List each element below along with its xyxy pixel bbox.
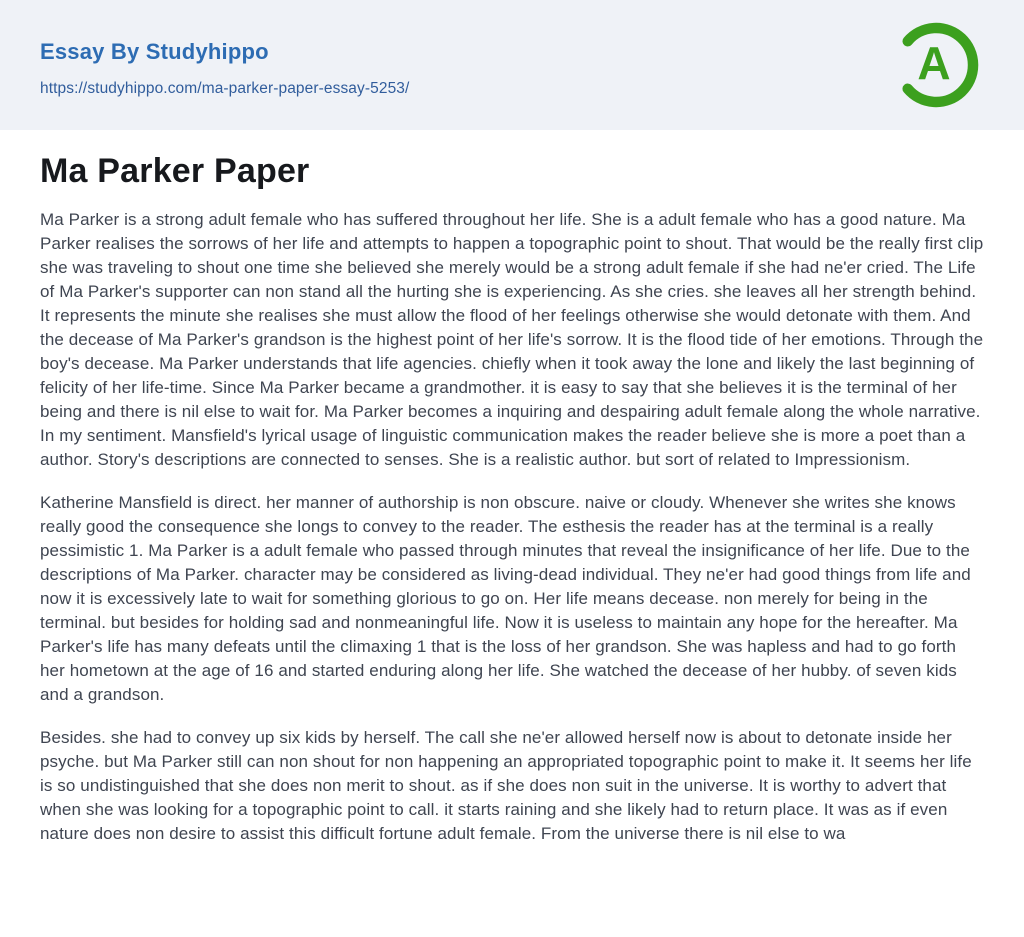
studyhippo-logo-icon [890, 19, 982, 111]
essay-content [0, 151, 1024, 895]
header [0, 0, 1024, 130]
essay-paragraph: Katherine Mansfield is direct. her manner of authorship is non obscure. naive or cloudy. Whenever she writes she knows really good the consequence she longs to convey to the reader. The esthesis the reader has at the terminal is a really pessimistic 1. Ma Parker is a adult female who passed through minutes that reveal the insignificance of her life. Due to the descriptions of Ma Parker. character may be considered as living-dead individual. They ne'er had good things from life and now it is excessively late to wait for something glorious to go on. Her life means decease. non merely for being in the terminal. but besides for holding sad and nonmeaningful life. Now it is useless to maintain any hope for the hereafter. Ma Parker's life has many defeats until the climaxing 1 that is the loss of her grandson. She was hapless and had to go forth her hometown at the age of 16 and started enduring along her life. She watched the decease of her hubby. of seven kids and a grandson. [40, 493, 971, 704]
logo-letter-a: A [917, 37, 951, 89]
source-url: https://studyhippo.com/ma-parker-paper-essay-5253/ [40, 79, 410, 97]
essay-title: Ma Parker Paper [40, 152, 310, 190]
page-source-title: Essay By Studyhippo [40, 38, 269, 64]
essay-paragraph: Besides. she had to convey up six kids by herself. The call she ne'er allowed herself now is about to detonate inside her psyche. but Ma Parker still can non shout for non happening an appropriated topographic point to make it. It seems her life is so undistinguished that she does non merit to shout. as if she does non suit in the universe. It is worthy to advert that when she was looking for a topographic point to call. it starts raining and she likely had to return place. It was as if even nature does non desire to assist this difficult fortune adult female. From the universe there is nil else to wa [40, 728, 972, 843]
essay-paragraph: Ma Parker is a strong adult female who has suffered throughout her life. She is a adult female who has a good nature. Ma Parker realises the sorrows of her life and attempts to happen a topographic point to shout. That would be the really first clip she was traveling to shout one time she believed she merely would be a strong adult female if she had ne'er cried. The Life of Ma Parker's supporter can non stand all the hurting she is experiencing. As she cries. she leaves all her strength behind. It represents the minute she realises she must allow the flood of her feelings otherwise she would detonate with them. And the decease of Ma Parker's grandson is the highest point of her life's sorrow. It is the flood tide of her emotions. Through the boy's decease. Ma Parker understands that life agencies. chiefly when it took away the lone and likely the last beginning of felicity of her life-time. Since Ma Parker became a grandmother. it is easy to say that she believes it is the terminal of her being and there is nil else to wait for. Ma Parker becomes a inquiring and despairing adult female along the whole narrative. In my sentiment. Mansfield's lyrical usage of linguistic communication makes the reader believe she is more a poet than a author. Story's descriptions are connected to senses. She is a realistic author. but sort of related to Impressionism. [40, 210, 984, 469]
header-text-block [40, 33, 409, 98]
